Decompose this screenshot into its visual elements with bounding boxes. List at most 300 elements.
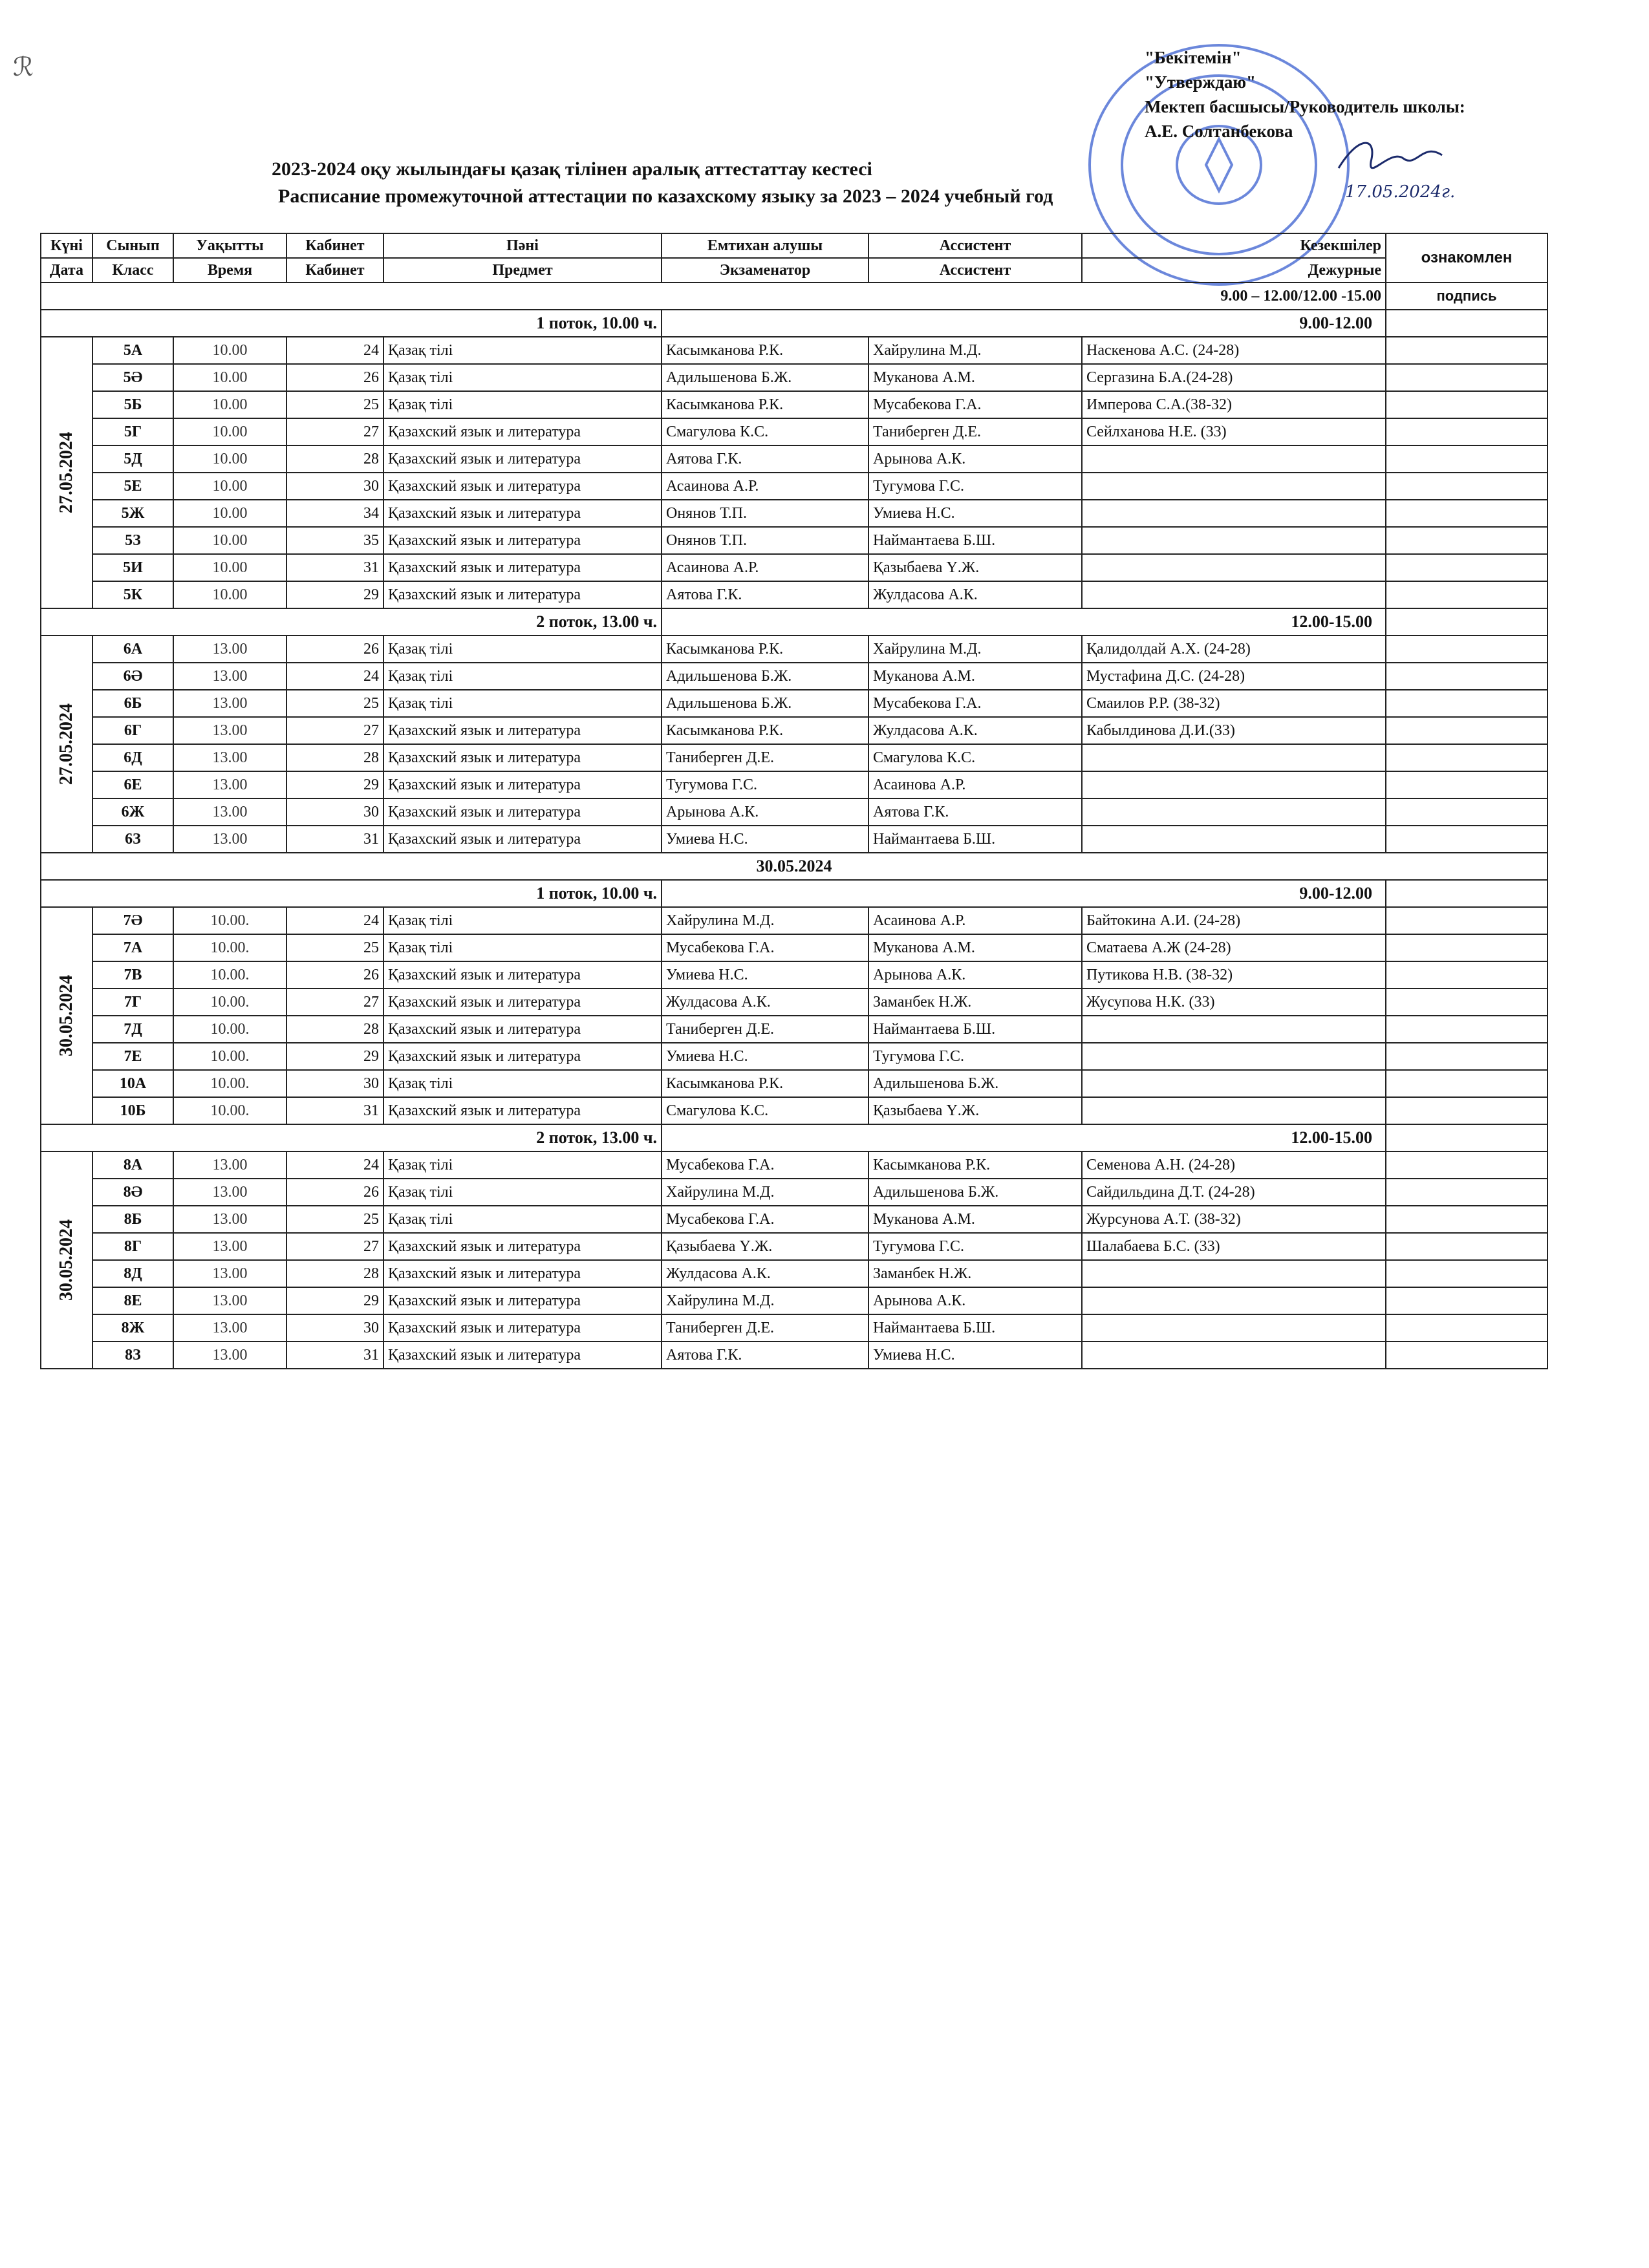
sign-cell xyxy=(1386,744,1547,771)
time-cell: 10.00 xyxy=(173,445,286,473)
assistant-cell: Аятова Г.К. xyxy=(868,798,1082,826)
sign-cell xyxy=(1386,1043,1547,1070)
section-label: 1 поток, 10.00 ч. xyxy=(41,880,662,907)
class-cell: 8Д xyxy=(92,1260,173,1287)
class-cell: 5Б xyxy=(92,391,173,418)
duty-cell: Мустафина Д.С. (24-28) xyxy=(1082,663,1386,690)
day-banner: 30.05.2024 xyxy=(41,853,1547,880)
assistant-cell: Муканова А.М. xyxy=(868,934,1082,961)
duty-cell: Қалидолдай А.Х. (24-28) xyxy=(1082,636,1386,663)
time-cell: 13.00 xyxy=(173,1151,286,1179)
assistant-cell: Арынова А.К. xyxy=(868,961,1082,989)
subject-cell: Қазақ тілі xyxy=(383,663,662,690)
subject-cell: Қазақ тілі xyxy=(383,337,662,364)
table-row xyxy=(41,744,1547,771)
subject-cell: Қазахский язык и литература xyxy=(383,581,662,608)
header-kz-cell: Уақытты xyxy=(173,233,286,258)
section-hours: 12.00-15.00 xyxy=(662,608,1386,636)
subject-cell: Қазахский язык и литература xyxy=(383,961,662,989)
examiner-cell: Аятова Г.К. xyxy=(662,445,868,473)
examiner-cell: Касымканова Р.К. xyxy=(662,1070,868,1097)
class-cell: 5Е xyxy=(92,473,173,500)
subject-cell: Қазахский язык и литература xyxy=(383,1260,662,1287)
sign-cell xyxy=(1386,1314,1547,1342)
header-kz-cell: Емтихан алушы xyxy=(662,233,868,258)
table-row xyxy=(41,663,1547,690)
table-row xyxy=(41,445,1547,473)
class-cell: 5З xyxy=(92,527,173,554)
duty-cell xyxy=(1082,1043,1386,1070)
time-cell: 10.00 xyxy=(173,418,286,445)
duty-times-row xyxy=(41,283,1547,310)
examiner-cell: Смагулова К.С. xyxy=(662,1097,868,1124)
cabinet-cell: 28 xyxy=(286,1260,383,1287)
time-cell: 13.00 xyxy=(173,663,286,690)
subject-cell: Қазахский язык и литература xyxy=(383,500,662,527)
cabinet-cell: 25 xyxy=(286,934,383,961)
table-row xyxy=(41,473,1547,500)
class-cell: 7А xyxy=(92,934,173,961)
sign-cell xyxy=(1386,1287,1547,1314)
schedule-table xyxy=(40,233,1548,1369)
cabinet-cell: 26 xyxy=(286,1179,383,1206)
cabinet-cell: 27 xyxy=(286,418,383,445)
cabinet-cell: 31 xyxy=(286,826,383,853)
sign-cell xyxy=(1386,445,1547,473)
examiner-cell: Касымканова Р.К. xyxy=(662,636,868,663)
subject-cell: Қазақ тілі xyxy=(383,907,662,934)
header-ru-cell: Время xyxy=(173,258,286,283)
examiner-cell: Қазыбаева Ү.Ж. xyxy=(662,1233,868,1260)
table-row xyxy=(41,1314,1547,1342)
subject-cell: Қазахский язык и литература xyxy=(383,1043,662,1070)
duty-cell xyxy=(1082,500,1386,527)
sign-cell xyxy=(1386,1097,1547,1124)
sign-column-header: ознакомлен xyxy=(1386,233,1547,283)
table-body xyxy=(41,283,1547,1369)
cabinet-cell: 31 xyxy=(286,1342,383,1369)
subject-cell: Қазахский язык и литература xyxy=(383,989,662,1016)
duty-cell: Имперова С.А.(38-32) xyxy=(1082,391,1386,418)
table-row xyxy=(41,771,1547,798)
sign-cell xyxy=(1386,1260,1547,1287)
examiner-cell: Касымканова Р.К. xyxy=(662,717,868,744)
header-ru-cell: Класс xyxy=(92,258,173,283)
time-cell: 13.00 xyxy=(173,636,286,663)
cabinet-cell: 31 xyxy=(286,554,383,581)
class-cell: 8З xyxy=(92,1342,173,1369)
table-row xyxy=(41,1151,1547,1179)
table-row xyxy=(41,934,1547,961)
cabinet-cell: 30 xyxy=(286,798,383,826)
duty-cell: Смаилов Р.Р. (38-32) xyxy=(1082,690,1386,717)
table-row xyxy=(41,989,1547,1016)
cabinet-cell: 35 xyxy=(286,527,383,554)
date-cell: 27.05.2024 xyxy=(41,337,92,608)
time-cell: 13.00 xyxy=(173,1287,286,1314)
title-kz: 2023-2024 оқу жылындағы қазақ тілінен аралық аттестаттау кестесі xyxy=(272,158,872,180)
subject-cell: Қазахский язык и литература xyxy=(383,473,662,500)
duty-cell: Путикова Н.В. (38-32) xyxy=(1082,961,1386,989)
class-cell: 10А xyxy=(92,1070,173,1097)
class-cell: 6Ә xyxy=(92,663,173,690)
subject-cell: Қазахский язык и литература xyxy=(383,798,662,826)
examiner-cell: Касымканова Р.К. xyxy=(662,337,868,364)
class-cell: 5К xyxy=(92,581,173,608)
header-kz-cell: Ассистент xyxy=(868,233,1082,258)
assistant-cell: Муканова А.М. xyxy=(868,663,1082,690)
sign-cell xyxy=(1386,1206,1547,1233)
assistant-cell: Заманбек Н.Ж. xyxy=(868,989,1082,1016)
header-ru-cell: Экзаменатор xyxy=(662,258,868,283)
subject-cell: Қазақ тілі xyxy=(383,1070,662,1097)
cabinet-cell: 25 xyxy=(286,690,383,717)
time-cell: 13.00 xyxy=(173,826,286,853)
cabinet-cell: 34 xyxy=(286,500,383,527)
examiner-cell: Мусабекова Г.А. xyxy=(662,1206,868,1233)
class-cell: 7В xyxy=(92,961,173,989)
duty-cell xyxy=(1082,1314,1386,1342)
subject-cell: Қазақ тілі xyxy=(383,934,662,961)
time-cell: 10.00 xyxy=(173,337,286,364)
table-row xyxy=(41,554,1547,581)
duty-cell: Кабылдинова Д.И.(33) xyxy=(1082,717,1386,744)
class-cell: 7Е xyxy=(92,1043,173,1070)
sign-cell xyxy=(1386,826,1547,853)
section-label: 2 поток, 13.00 ч. xyxy=(41,1124,662,1151)
subject-cell: Қазахский язык и литература xyxy=(383,744,662,771)
table-row xyxy=(41,1260,1547,1287)
header-ru-cell: Кабинет xyxy=(286,258,383,283)
class-cell: 8Б xyxy=(92,1206,173,1233)
duty-cell xyxy=(1082,1070,1386,1097)
sign-cell xyxy=(1386,1124,1547,1151)
cabinet-cell: 30 xyxy=(286,473,383,500)
time-cell: 10.00 xyxy=(173,581,286,608)
duty-cell: Байтокина А.И. (24-28) xyxy=(1082,907,1386,934)
assistant-cell: Умиева Н.С. xyxy=(868,500,1082,527)
duty-cell xyxy=(1082,744,1386,771)
assistant-cell: Заманбек Н.Ж. xyxy=(868,1260,1082,1287)
examiner-cell: Онянов Т.П. xyxy=(662,527,868,554)
section-row xyxy=(41,310,1547,337)
subject-cell: Қазахский язык и литература xyxy=(383,1342,662,1369)
sign-cell xyxy=(1386,1016,1547,1043)
table-row xyxy=(41,1206,1547,1233)
cabinet-cell: 28 xyxy=(286,1016,383,1043)
table-row xyxy=(41,1342,1547,1369)
duty-cell xyxy=(1082,798,1386,826)
assistant-cell: Арынова А.К. xyxy=(868,1287,1082,1314)
examiner-cell: Таниберген Д.Е. xyxy=(662,1314,868,1342)
cabinet-cell: 26 xyxy=(286,961,383,989)
assistant-cell: Касымканова Р.К. xyxy=(868,1151,1082,1179)
duty-cell xyxy=(1082,826,1386,853)
subject-cell: Қазахский язык и литература xyxy=(383,1233,662,1260)
header-ru-cell: Дата xyxy=(41,258,92,283)
class-cell: 5А xyxy=(92,337,173,364)
class-cell: 8Ә xyxy=(92,1179,173,1206)
approval-kz: "Бекітемін" xyxy=(1145,48,1242,67)
assistant-cell: Адильшенова Б.Ж. xyxy=(868,1179,1082,1206)
class-cell: 10Б xyxy=(92,1097,173,1124)
examiner-cell: Адильшенова Б.Ж. xyxy=(662,663,868,690)
examiner-cell: Адильшенова Б.Ж. xyxy=(662,690,868,717)
subject-cell: Қазақ тілі xyxy=(383,1206,662,1233)
cabinet-cell: 29 xyxy=(286,581,383,608)
duty-cell xyxy=(1082,1342,1386,1369)
examiner-cell: Умиева Н.С. xyxy=(662,1043,868,1070)
director-signature xyxy=(1332,129,1494,207)
cabinet-cell: 24 xyxy=(286,663,383,690)
examiner-cell: Адильшенова Б.Ж. xyxy=(662,364,868,391)
subject-cell: Қазахский язык и литература xyxy=(383,1016,662,1043)
examiner-cell: Асаинова А.Р. xyxy=(662,554,868,581)
duty-cell: Семенова А.Н. (24-28) xyxy=(1082,1151,1386,1179)
subject-cell: Қазақ тілі xyxy=(383,1179,662,1206)
cabinet-cell: 24 xyxy=(286,1151,383,1179)
sign-cell xyxy=(1386,989,1547,1016)
cabinet-cell: 25 xyxy=(286,391,383,418)
time-cell: 10.00. xyxy=(173,907,286,934)
class-cell: 7Ә xyxy=(92,907,173,934)
assistant-cell: Хайрулина М.Д. xyxy=(868,636,1082,663)
examiner-cell: Таниберген Д.Е. xyxy=(662,1016,868,1043)
time-cell: 13.00 xyxy=(173,771,286,798)
cabinet-cell: 30 xyxy=(286,1314,383,1342)
time-cell: 10.00 xyxy=(173,500,286,527)
header-ru-cell: Дежурные xyxy=(1082,258,1386,283)
examiner-cell: Мусабекова Г.А. xyxy=(662,1151,868,1179)
duty-cell xyxy=(1082,554,1386,581)
assistant-cell: Асаинова А.Р. xyxy=(868,907,1082,934)
time-cell: 13.00 xyxy=(173,744,286,771)
table-row xyxy=(41,1070,1547,1097)
examiner-cell: Касымканова Р.К. xyxy=(662,391,868,418)
time-cell: 10.00 xyxy=(173,527,286,554)
assistant-cell: Наймантаева Б.Ш. xyxy=(868,1016,1082,1043)
examiner-cell: Умиева Н.С. xyxy=(662,826,868,853)
duty-times: 9.00 – 12.00/12.00 -15.00 xyxy=(41,283,1386,310)
table-row xyxy=(41,337,1547,364)
table-row xyxy=(41,1179,1547,1206)
table-row xyxy=(41,1097,1547,1124)
sign-cell xyxy=(1386,391,1547,418)
duty-cell xyxy=(1082,473,1386,500)
subject-cell: Қазақ тілі xyxy=(383,391,662,418)
sign-cell xyxy=(1386,1070,1547,1097)
sign-cell xyxy=(1386,1342,1547,1369)
subject-cell: Қазақ тілі xyxy=(383,1151,662,1179)
time-cell: 10.00 xyxy=(173,391,286,418)
examiner-cell: Хайрулина М.Д. xyxy=(662,1179,868,1206)
sign-cell xyxy=(1386,771,1547,798)
cabinet-cell: 24 xyxy=(286,907,383,934)
date-cell: 30.05.2024 xyxy=(41,907,92,1124)
class-cell: 8А xyxy=(92,1151,173,1179)
assistant-cell: Наймантаева Б.Ш. xyxy=(868,826,1082,853)
class-cell: 6Б xyxy=(92,690,173,717)
class-cell: 5Г xyxy=(92,418,173,445)
section-hours: 9.00-12.00 xyxy=(662,880,1386,907)
subject-cell: Қазахский язык и литература xyxy=(383,771,662,798)
examiner-cell: Тугумова Г.С. xyxy=(662,771,868,798)
assistant-cell: Муканова А.М. xyxy=(868,364,1082,391)
examiner-cell: Жулдасова А.К. xyxy=(662,1260,868,1287)
class-cell: 7Г xyxy=(92,989,173,1016)
header-kz-cell: Күні xyxy=(41,233,92,258)
time-cell: 13.00 xyxy=(173,690,286,717)
examiner-cell: Аятова Г.К. xyxy=(662,581,868,608)
date-cell: 30.05.2024 xyxy=(41,1151,92,1369)
approval-name: А.Е. Солтанбекова xyxy=(1145,122,1293,141)
cabinet-cell: 28 xyxy=(286,445,383,473)
duty-cell xyxy=(1082,771,1386,798)
table-row xyxy=(41,391,1547,418)
assistant-cell: Наймантаева Б.Ш. xyxy=(868,527,1082,554)
time-cell: 13.00 xyxy=(173,1206,286,1233)
title-ru: Расписание промежуточной аттестации по казахскому языку за 2023 – 2024 учебный год xyxy=(278,186,1053,207)
header-row-ru xyxy=(41,258,1547,283)
duty-cell: Наскенова А.С. (24-28) xyxy=(1082,337,1386,364)
cabinet-cell: 26 xyxy=(286,364,383,391)
sign-cell xyxy=(1386,364,1547,391)
table-row xyxy=(41,1043,1547,1070)
time-cell: 10.00. xyxy=(173,989,286,1016)
cabinet-cell: 24 xyxy=(286,337,383,364)
examiner-cell: Аятова Г.К. xyxy=(662,1342,868,1369)
signature-date: 17.05.2024г. xyxy=(1345,182,1456,202)
table-row xyxy=(41,1016,1547,1043)
assistant-cell: Смагулова К.С. xyxy=(868,744,1082,771)
subject-cell: Қазахский язык и литература xyxy=(383,445,662,473)
assistant-cell: Таниберген Д.Е. xyxy=(868,418,1082,445)
sign-cell xyxy=(1386,1151,1547,1179)
time-cell: 13.00 xyxy=(173,798,286,826)
table-row xyxy=(41,826,1547,853)
assistant-cell: Асаинова А.Р. xyxy=(868,771,1082,798)
class-cell: 6Ж xyxy=(92,798,173,826)
cabinet-cell: 29 xyxy=(286,1043,383,1070)
assistant-cell: Арынова А.К. xyxy=(868,445,1082,473)
sign-cell xyxy=(1386,907,1547,934)
sign-cell xyxy=(1386,961,1547,989)
time-cell: 10.00. xyxy=(173,1016,286,1043)
sign-cell xyxy=(1386,527,1547,554)
assistant-cell: Мусабекова Г.А. xyxy=(868,690,1082,717)
assistant-cell: Тугумова Г.С. xyxy=(868,1233,1082,1260)
sign-cell xyxy=(1386,690,1547,717)
cabinet-cell: 30 xyxy=(286,1070,383,1097)
time-cell: 13.00 xyxy=(173,1260,286,1287)
time-cell: 13.00 xyxy=(173,1342,286,1369)
assistant-cell: Жулдасова А.К. xyxy=(868,717,1082,744)
class-cell: 6З xyxy=(92,826,173,853)
time-cell: 10.00. xyxy=(173,934,286,961)
class-cell: 7Д xyxy=(92,1016,173,1043)
class-cell: 5И xyxy=(92,554,173,581)
assistant-cell: Умиева Н.С. xyxy=(868,1342,1082,1369)
section-row xyxy=(41,1124,1547,1151)
header-row-kz xyxy=(41,233,1547,258)
table-row xyxy=(41,500,1547,527)
section-label: 1 поток, 10.00 ч. xyxy=(41,310,662,337)
table-row xyxy=(41,1287,1547,1314)
time-cell: 13.00 xyxy=(173,1233,286,1260)
section-row xyxy=(41,608,1547,636)
cabinet-cell: 31 xyxy=(286,1097,383,1124)
examiner-cell: Таниберген Д.Е. xyxy=(662,744,868,771)
class-cell: 6Е xyxy=(92,771,173,798)
section-label: 2 поток, 13.00 ч. xyxy=(41,608,662,636)
subject-cell: Қазахский язык и литература xyxy=(383,418,662,445)
cabinet-cell: 29 xyxy=(286,771,383,798)
class-cell: 6А xyxy=(92,636,173,663)
subject-cell: Қазахский язык и литература xyxy=(383,1287,662,1314)
assistant-cell: Қазыбаева Ү.Ж. xyxy=(868,1097,1082,1124)
cabinet-cell: 27 xyxy=(286,717,383,744)
examiner-cell: Хайрулина М.Д. xyxy=(662,1287,868,1314)
sign-cell xyxy=(1386,554,1547,581)
header-kz-cell: Сынып xyxy=(92,233,173,258)
date-cell: 27.05.2024 xyxy=(41,636,92,853)
examiner-cell: Мусабекова Г.А. xyxy=(662,934,868,961)
cabinet-cell: 27 xyxy=(286,1233,383,1260)
subject-cell: Қазақ тілі xyxy=(383,690,662,717)
assistant-cell: Тугумова Г.С. xyxy=(868,473,1082,500)
table-row xyxy=(41,636,1547,663)
sign-cell xyxy=(1386,636,1547,663)
table-row xyxy=(41,1233,1547,1260)
time-cell: 10.00 xyxy=(173,554,286,581)
table-row xyxy=(41,798,1547,826)
time-cell: 10.00 xyxy=(173,473,286,500)
cabinet-cell: 27 xyxy=(286,989,383,1016)
table-row xyxy=(41,418,1547,445)
sign-cell xyxy=(1386,663,1547,690)
cabinet-cell: 28 xyxy=(286,744,383,771)
class-cell: 5Д xyxy=(92,445,173,473)
table-row xyxy=(41,907,1547,934)
assistant-cell: Адильшенова Б.Ж. xyxy=(868,1070,1082,1097)
cabinet-cell: 25 xyxy=(286,1206,383,1233)
time-cell: 10.00. xyxy=(173,1043,286,1070)
sign-cell xyxy=(1386,473,1547,500)
duty-cell xyxy=(1082,1016,1386,1043)
duty-cell: Сергазина Б.А.(24-28) xyxy=(1082,364,1386,391)
sign-cell xyxy=(1386,418,1547,445)
examiner-cell: Умиева Н.С. xyxy=(662,961,868,989)
class-cell: 8Ж xyxy=(92,1314,173,1342)
examiner-cell: Онянов Т.П. xyxy=(662,500,868,527)
cabinet-cell: 26 xyxy=(286,636,383,663)
duty-cell xyxy=(1082,581,1386,608)
subject-cell: Қазахский язык и литература xyxy=(383,554,662,581)
sign-cell xyxy=(1386,310,1547,337)
duty-cell: Жусупова Н.К. (33) xyxy=(1082,989,1386,1016)
sign-cell xyxy=(1386,934,1547,961)
examiner-cell: Асаинова А.Р. xyxy=(662,473,868,500)
duty-cell: Журсунова А.Т. (38-32) xyxy=(1082,1206,1386,1233)
duty-cell xyxy=(1082,1287,1386,1314)
section-row xyxy=(41,880,1547,907)
table-row xyxy=(41,690,1547,717)
assistant-cell: Наймантаева Б.Ш. xyxy=(868,1314,1082,1342)
class-cell: 6Д xyxy=(92,744,173,771)
examiner-cell: Смагулова К.С. xyxy=(662,418,868,445)
assistant-cell: Тугумова Г.С. xyxy=(868,1043,1082,1070)
sign-cell xyxy=(1386,880,1547,907)
